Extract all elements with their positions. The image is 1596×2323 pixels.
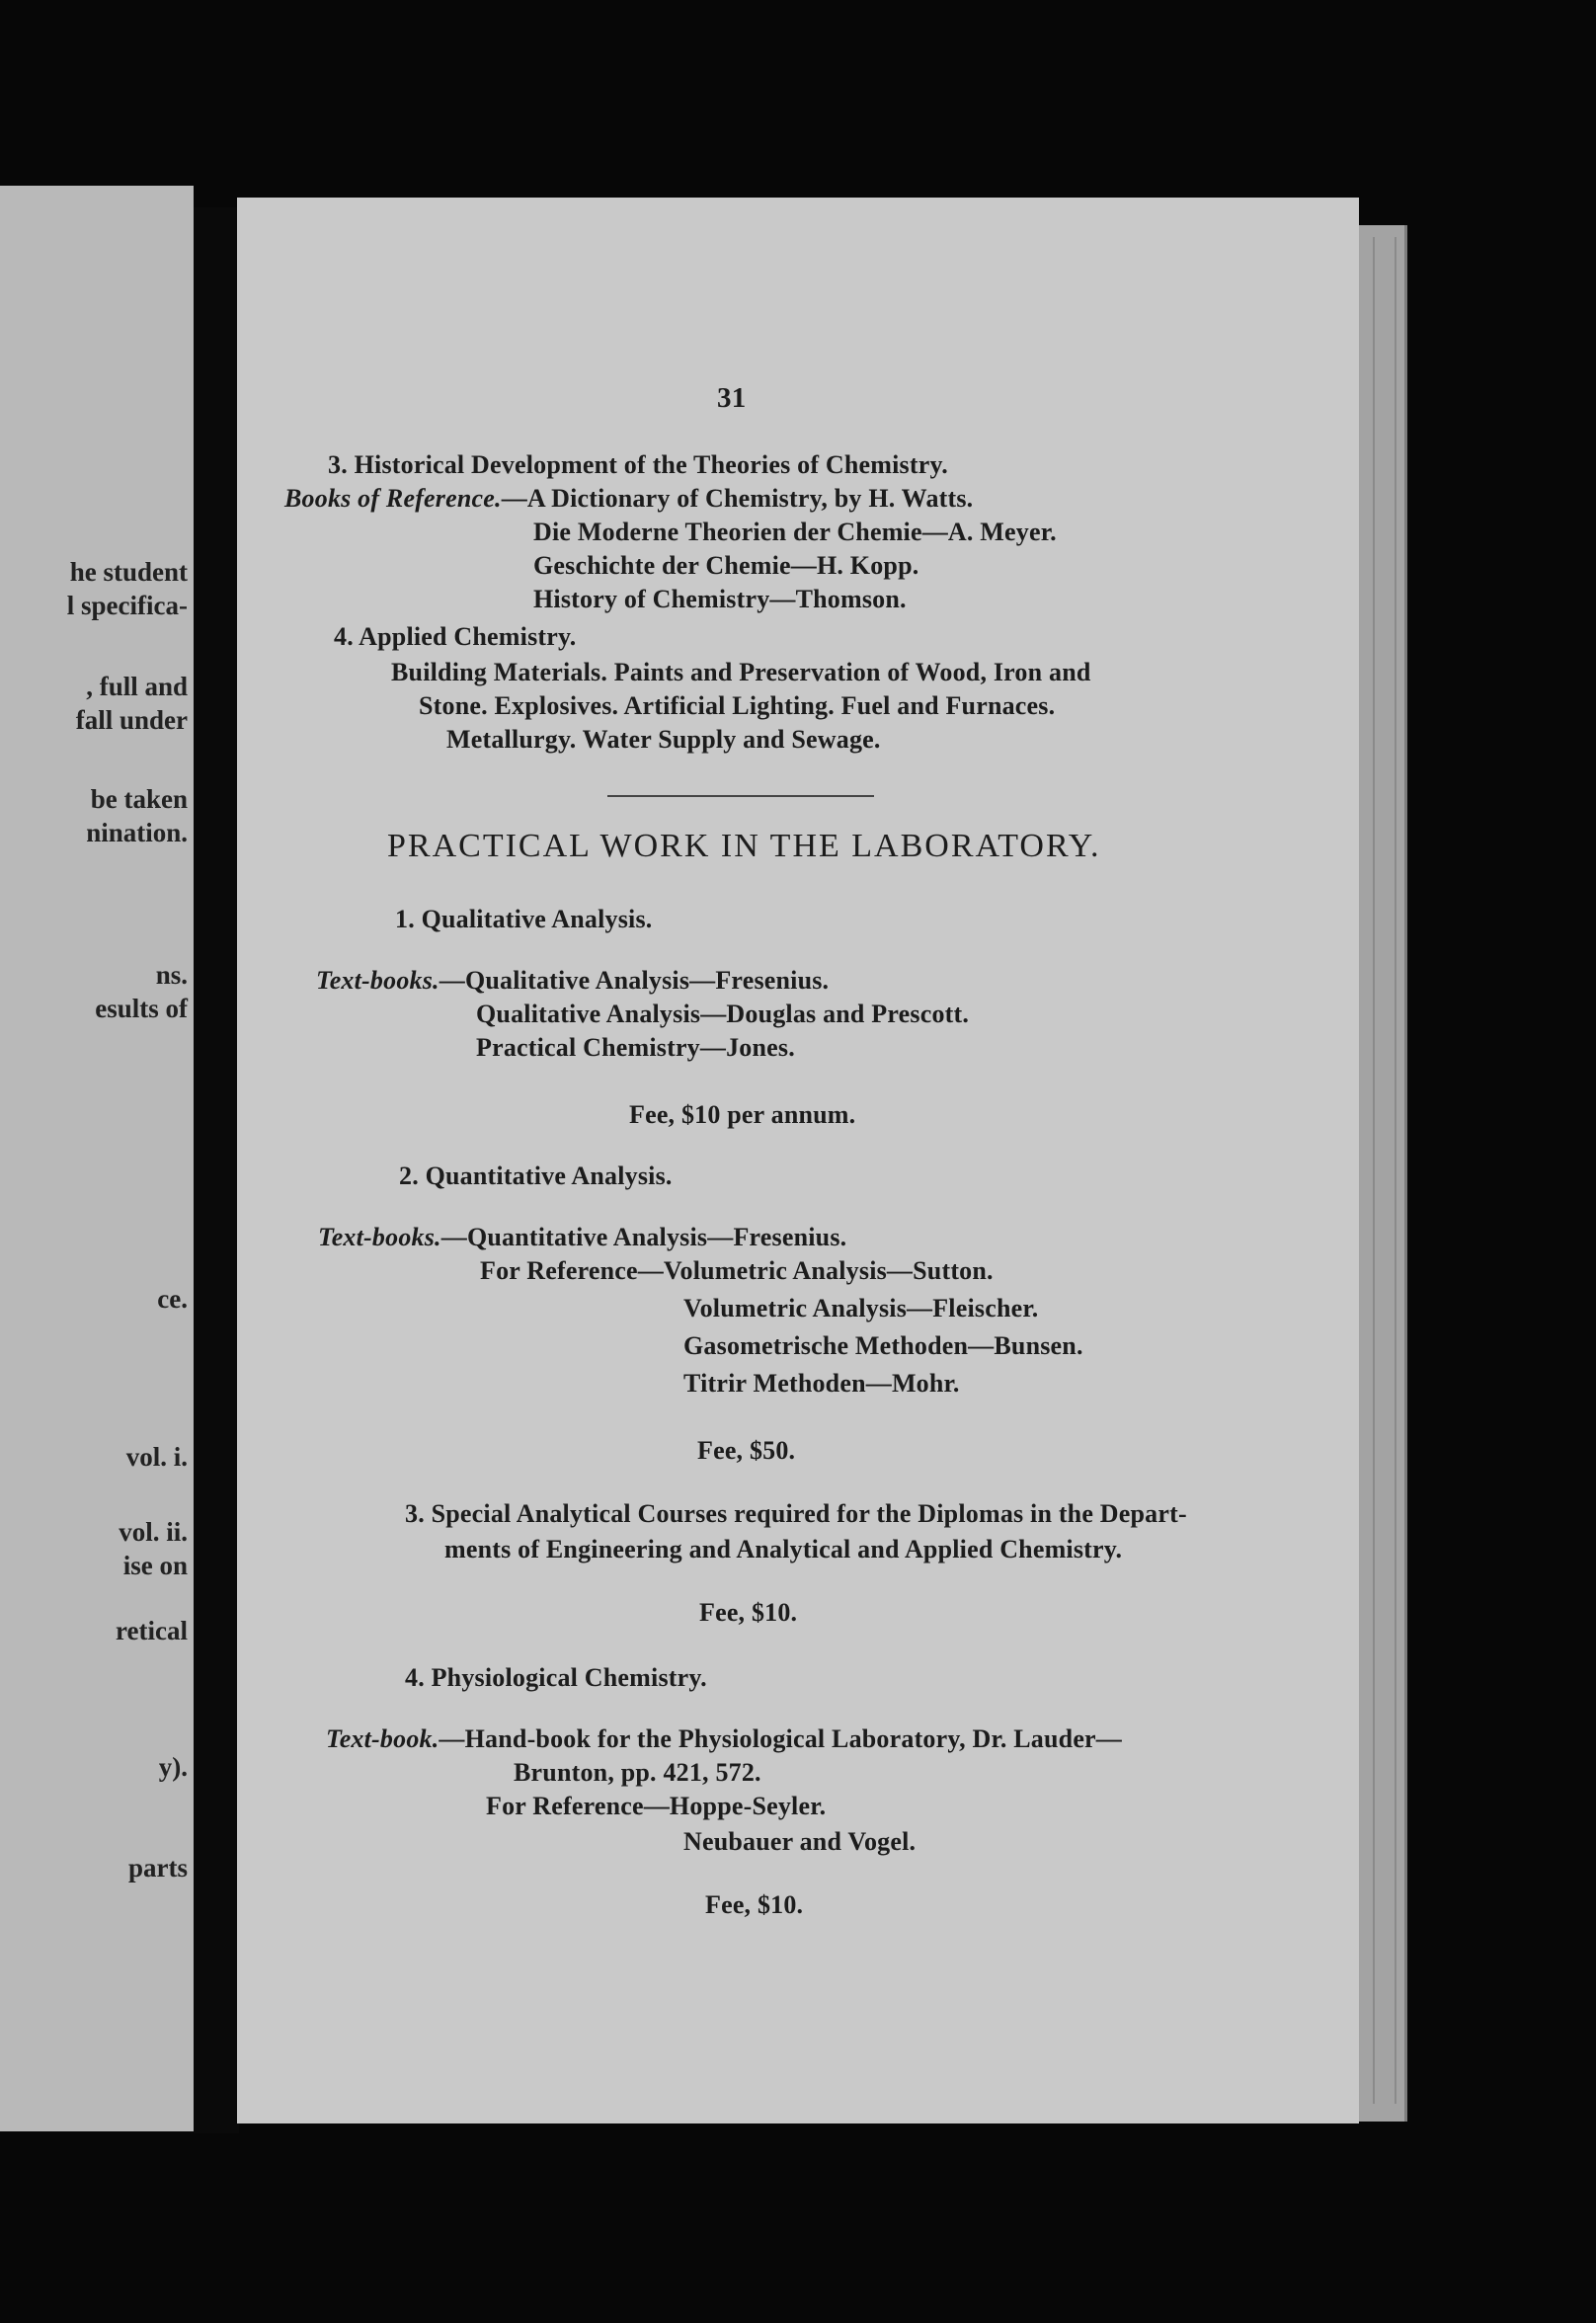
practical-work-heading: PRACTICAL WORK IN THE LABORATORY. [387, 828, 1101, 864]
applied-topics-line: Stone. Explosives. Artificial Lighting. Fuel and Furnaces. [419, 691, 1056, 720]
textbook-item: —Hand-book for the Physiological Laboratory, Dr. Lauder— [439, 1724, 1123, 1753]
textbooks-label: Text-books. [316, 966, 439, 995]
special-courses-line: ments of Engineering and Analytical and Applied Chemistry. [444, 1535, 1123, 1563]
reference-item: Gasometrische Methoden—Bunsen. [683, 1331, 1083, 1360]
textbook-item: —Qualitative Analysis—Fresenius. [439, 966, 830, 995]
page-edges-inner [1373, 237, 1396, 2104]
left-fragment: vol. i. [125, 1442, 188, 1472]
fee-line: Fee, $10. [705, 1890, 804, 1919]
books-of-reference-label: Books of Reference. [284, 484, 502, 513]
main-page [237, 198, 1359, 2123]
left-fragment: esults of [95, 994, 188, 1023]
left-fragment: ns. [155, 960, 188, 990]
fee-line: Fee, $50. [697, 1436, 796, 1465]
textbook-item: Practical Chemistry—Jones. [476, 1033, 795, 1062]
for-reference-line: For Reference—Hoppe-Seyler. [486, 1792, 827, 1820]
left-fragment: he student [69, 557, 188, 587]
reference-item: Volumetric Analysis—Fleischer. [683, 1294, 1039, 1322]
left-fragment: y). [158, 1752, 188, 1782]
page-number: 31 [717, 382, 747, 414]
section-divider [607, 795, 874, 797]
qualitative-heading: 1. Qualitative Analysis. [395, 905, 653, 933]
reference-item: History of Chemistry—Thomson. [533, 585, 907, 613]
textbook-item: Qualitative Analysis—Douglas and Prescott. [476, 1000, 970, 1028]
left-fragment: parts [128, 1853, 188, 1882]
left-fragment: , full and [86, 672, 188, 701]
qualitative-textbooks-line [316, 966, 829, 996]
for-reference-line: For Reference—Volumetric Analysis—Sutton. [480, 1256, 994, 1285]
quantitative-textbooks-line [318, 1223, 846, 1252]
physiological-textbook-line [326, 1724, 1122, 1754]
applied-topics-line: Metallurgy. Water Supply and Sewage. [446, 725, 881, 754]
reference-item: Geschichte der Chemie—H. Kopp. [533, 551, 919, 580]
section-heading-historical: 3. Historical Development of the Theories of Chemistry. [328, 450, 948, 479]
textbooks-label: Text-books. [318, 1223, 441, 1251]
left-fragment: nination. [86, 818, 188, 847]
textbook-item: Brunton, pp. 421, 572. [514, 1758, 761, 1787]
reference-item: —A Dictionary of Chemistry, by H. Watts. [501, 484, 974, 513]
reference-item: Titrir Methoden—Mohr. [683, 1369, 960, 1398]
textbook-item: —Quantitative Analysis—Fresenius. [440, 1223, 847, 1251]
quantitative-heading: 2. Quantitative Analysis. [399, 1162, 673, 1190]
special-courses-line: 3. Special Analytical Courses required for the Diplomas in the Depart- [405, 1499, 1187, 1528]
left-facing-page [0, 186, 194, 2131]
textbook-label: Text-book. [326, 1724, 439, 1753]
left-fragment: ise on [122, 1551, 188, 1580]
physiological-heading: 4. Physiological Chemistry. [405, 1663, 707, 1692]
fee-line: Fee, $10. [699, 1598, 798, 1627]
applied-topics-line: Building Materials. Paints and Preservation of Wood, Iron and [391, 658, 1091, 686]
left-fragment: ce. [157, 1284, 188, 1314]
fee-line: Fee, $10 per annum. [629, 1100, 856, 1129]
books-of-reference-line [284, 484, 973, 514]
left-fragment: fall under [75, 705, 188, 735]
left-fragment: retical [116, 1616, 188, 1645]
reference-item: Die Moderne Theorien der Chemie—A. Meyer. [533, 518, 1057, 546]
left-fragment: vol. ii. [119, 1517, 188, 1547]
reference-item: Neubauer and Vogel. [683, 1827, 917, 1856]
left-fragment: l specifica- [66, 591, 188, 620]
left-fragment: be taken [90, 784, 188, 814]
section-heading-applied: 4. Applied Chemistry. [334, 622, 577, 651]
book-gutter [194, 207, 239, 2133]
